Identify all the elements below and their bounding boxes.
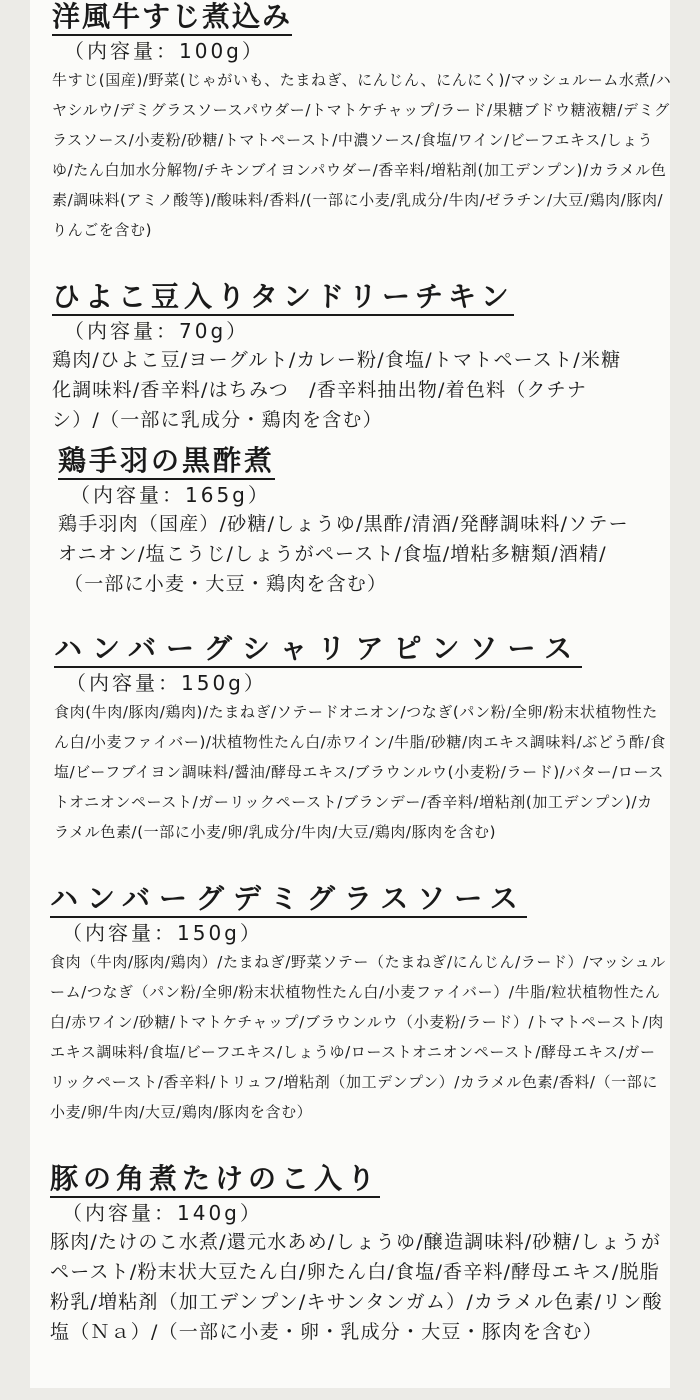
product-title: 鶏手羽の黒酢煮 xyxy=(58,444,275,480)
product-title: 豚の角煮たけのこ入り xyxy=(50,1162,380,1198)
product-title: 洋風牛すじ煮込み xyxy=(52,0,292,36)
product-content-amount: （内容量：70g） xyxy=(64,319,250,343)
product-section-hamburg-chaliapin-sauce xyxy=(54,632,674,847)
product-ingredients: 食肉(牛肉/豚肉/鶏肉)/たまねぎ/ソテードオニオン/つなぎ(パン粉/全卵/粉末状植物性たん白/小麦ファイバー)/状植物性たん白/赤ワイン/牛脂/砂糖/肉エキス調味料/ぶどう酢/食塩/ビーフブイヨン調味料/醤油/酵母エキス/ブラウンルウ(小麦粉/ラード)/バター/ローストオニオンペースト/ガーリックペースト/ブランデー/香辛料/増粘剤(加工デンプン)/カラメル色素/(一部に小麦/卵/乳成分/牛肉/大豆/鶏肉/豚肉を含む) xyxy=(54,703,666,841)
product-section-hamburg-demiglace-sauce xyxy=(50,882,670,1127)
product-title: ハンバーグシャリアピンソース xyxy=(54,632,582,668)
product-ingredients: 豚肉/たけのこ水煮/還元水あめ/しょうゆ/醸造調味料/砂糖/しょうがペースト/粉末状大豆たん白/卵たん白/食塩/香辛料/酵母エキス/脱脂粉乳/増粘剤（加工デンプン/キサンタンガム）/カラメル色素/リン酸塩（Ｎａ）/（一部に小麦・卵・乳成分・大豆・豚肉を含む） xyxy=(50,1231,663,1343)
product-ingredients: 牛すじ(国産)/野菜(じゃがいも、たまねぎ、にんじん、にんにく)/マッシュルーム水煮/ハヤシルウ/デミグラスソースパウダー/トマトケチャップ/ラード/果糖ブドウ糖液糖/デミグラスソース/小麦粉/砂糖/トマトペースト/中濃ソース/食塩/ワイン/ビーフエキス/しょうゆ/たん白加水分解物/チキンブイヨンパウダー/香辛料/増粘剤(加工デンプン)/カラメル色素/調味料(アミノ酸等)/酸味料/香料/(一部に小麦/乳成分/牛肉/ゼラチン/大豆/鶏肉/豚肉/りんごを含む) xyxy=(52,71,672,239)
product-section-braised-pork-bamboo xyxy=(50,1162,670,1347)
product-title: ハンバーグデミグラスソース xyxy=(50,882,527,918)
product-content-amount: （内容量：140g） xyxy=(62,1201,263,1225)
product-content-amount: （内容量：100g） xyxy=(64,39,265,63)
product-ingredients: 食肉（牛肉/豚肉/鶏肉）/たまねぎ/野菜ソテー（たまねぎ/にんじん/ラード）/マッシュルーム/つなぎ（パン粉/全卵/粉末状植物性たん白/小麦ファイバー）/牛脂/粒状植物性たん白/赤ワイン/砂糖/トマトケチャップ/ブラウンルウ（小麦粉/ラード）/トマトペースト/肉エキス調味料/食塩/ビーフエキス/しょうゆ/ローストオニオンペースト/酵母エキス/ガーリックペースト/香辛料/トリュフ/増粘剤（加工デンプン）/カラメル色素/香料/（一部に小麦/卵/牛肉/大豆/鶏肉/豚肉を含む） xyxy=(50,953,666,1121)
product-title: ひよこ豆入りタンドリーチキン xyxy=(52,280,514,316)
product-content-amount: （内容量：165g） xyxy=(70,483,271,507)
product-allergen-note: （一部に小麦・大豆・鶏肉を含む） xyxy=(64,573,388,595)
product-ingredients: 鶏手羽肉（国産）/砂糖/しょうゆ/黒酢/清酒/発酵調味料/ソテーオニオン/塩こうじ/しょうがペースト/食塩/増粘多糖類/酒精/ xyxy=(58,513,629,565)
product-section-beef-tendon-stew xyxy=(52,0,672,245)
product-ingredients: 鶏肉/ひよこ豆/ヨーグルト/カレー粉/食塩/トマトペースト/米糖化調味料/香辛料/はちみつ /香辛料抽出物/着色料（クチナシ）/（一部に乳成分・鶏肉を含む） xyxy=(52,349,622,431)
product-section-chicken-wings-black-vinegar xyxy=(58,444,678,599)
product-content-amount: （内容量：150g） xyxy=(66,671,267,695)
product-content-amount: （内容量：150g） xyxy=(62,921,263,945)
product-section-tandoori-chicken xyxy=(52,280,672,435)
